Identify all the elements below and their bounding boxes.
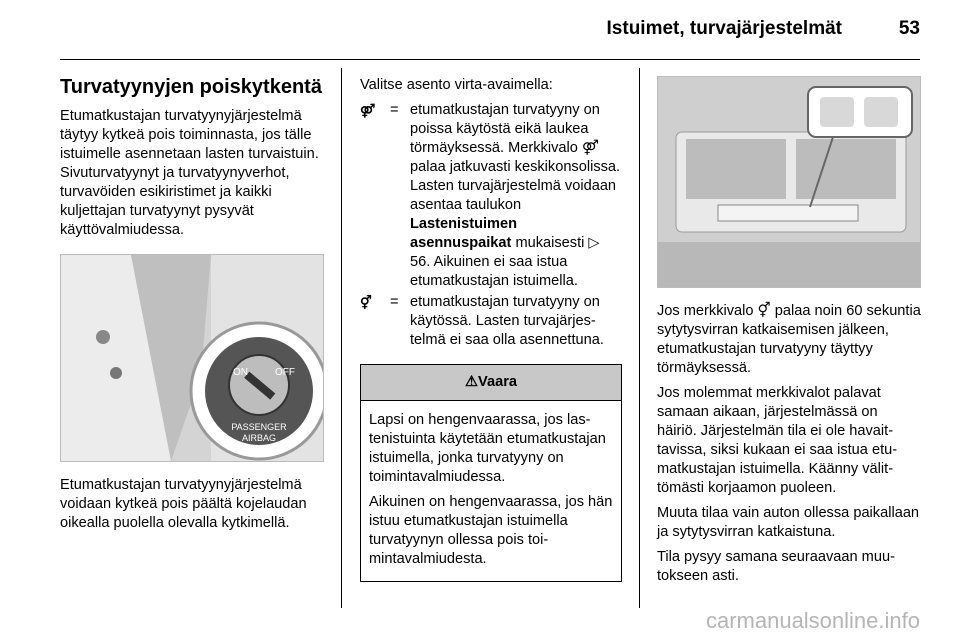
definition-airbag-off: ⚤ = etumatkustajan turvatyyny on poissa käytöstä eikä laukea törmäyksessä. Merkkivalo ⚤ palaa jatkuvasti keskikonsolissa. Lasten turvajärjestelmä voidaan asentaa taulukon Lastenistuimen asennuspaikat mukaisesti ▷ 56. Aikuinen ei saa istua etumatkustajan istuimella. [360, 102, 621, 289]
paragraph-change-status: Muuta tilaa vain auton ollessa paikallaan ja sytytysvirran katkaistuna. [657, 505, 920, 540]
switch-off-label: OFF [275, 367, 295, 378]
switch-airbag-label: AIRBAG [241, 433, 277, 443]
warning-title: ⚠Vaara [361, 365, 621, 401]
warning-paragraph-1: Lapsi on hengenvaarassa, jos lastenistuinta käytetään etumatkustajan istuimella, jonka turvatyyny on toimintavalmiudessa. [369, 412, 606, 485]
section-heading: Turvatyynyjen poiskytkentä [60, 76, 322, 98]
airbag-on-icon: ⚥ [360, 295, 372, 310]
paragraph-60-seconds: Jos merkkivalo ⚥ palaa noin 60 sekuntia sytytysvirran katkaisemisen jälkeen, etumatkustajan turvatyyny täyttyy törmäyksessä. [657, 303, 921, 376]
warning-box [360, 364, 622, 582]
switch-passenger-label: PASSENGER [231, 422, 287, 432]
column-3 [657, 76, 921, 592]
paragraph-both-lights: Jos molemmat merkkivalot palavat samaan aikaan, järjestelmässä on häiriö. Järjestelmän tila ei ole havaittavissa, siksi kukaan ei saa istua etumatkustajan istuimella. Käänny välittömästi korjaamon puoleen. [657, 385, 898, 496]
paragraph-status-persists: Tila pysyy samana seuraavaan muutokseen asti. [657, 549, 895, 584]
airbag-switch-figure [60, 254, 324, 462]
header-title: Istuimet, turvajärjestelmät [606, 18, 842, 39]
page-header [0, 0, 960, 60]
column-2 [360, 76, 622, 582]
airbag-off-icon: ⚤ [360, 103, 376, 118]
indicator-lights-figure [657, 76, 921, 288]
column-1 [60, 76, 326, 539]
column-divider-1 [341, 68, 342, 608]
header-rule [60, 59, 920, 60]
select-position-text: Valitse asento virta-avaimella: [360, 77, 553, 93]
column-divider-2 [639, 68, 640, 608]
page-number: 53 [898, 18, 920, 39]
warning-paragraph-2: Aikuinen on hengenvaarassa, jos hän istuu etumatkustajan istuimella turvatyynyn ollessa pois toimintavalmiudesta. [369, 494, 613, 567]
watermark: carmanualsonline.info [705, 608, 920, 633]
definition-airbag-on: ⚥ = etumatkustajan turvatyyny on käytössä. Lasten turvajärjestelmä ei saa olla asennettuna. [360, 294, 604, 348]
switch-on-label: ON [233, 367, 248, 378]
intro-paragraph: Etumatkustajan turvatyynyjärjestelmä täytyy kytkeä pois toiminnasta, jos tälle istuimelle asennetaan lasten turvaistuin. Sivuturvatyynyt ja turvatyynyverhot, turvavöiden esikiristimet ja kaikki kuljettajan turvatyynyt pysyvät käyttövalmiudessa. [60, 108, 319, 238]
switch-description: Etumatkustajan turvatyynyjärjestelmä voidaan kytkeä pois päältä kojelaudan oikealla puolella olevalla kytkimellä. [60, 477, 307, 531]
